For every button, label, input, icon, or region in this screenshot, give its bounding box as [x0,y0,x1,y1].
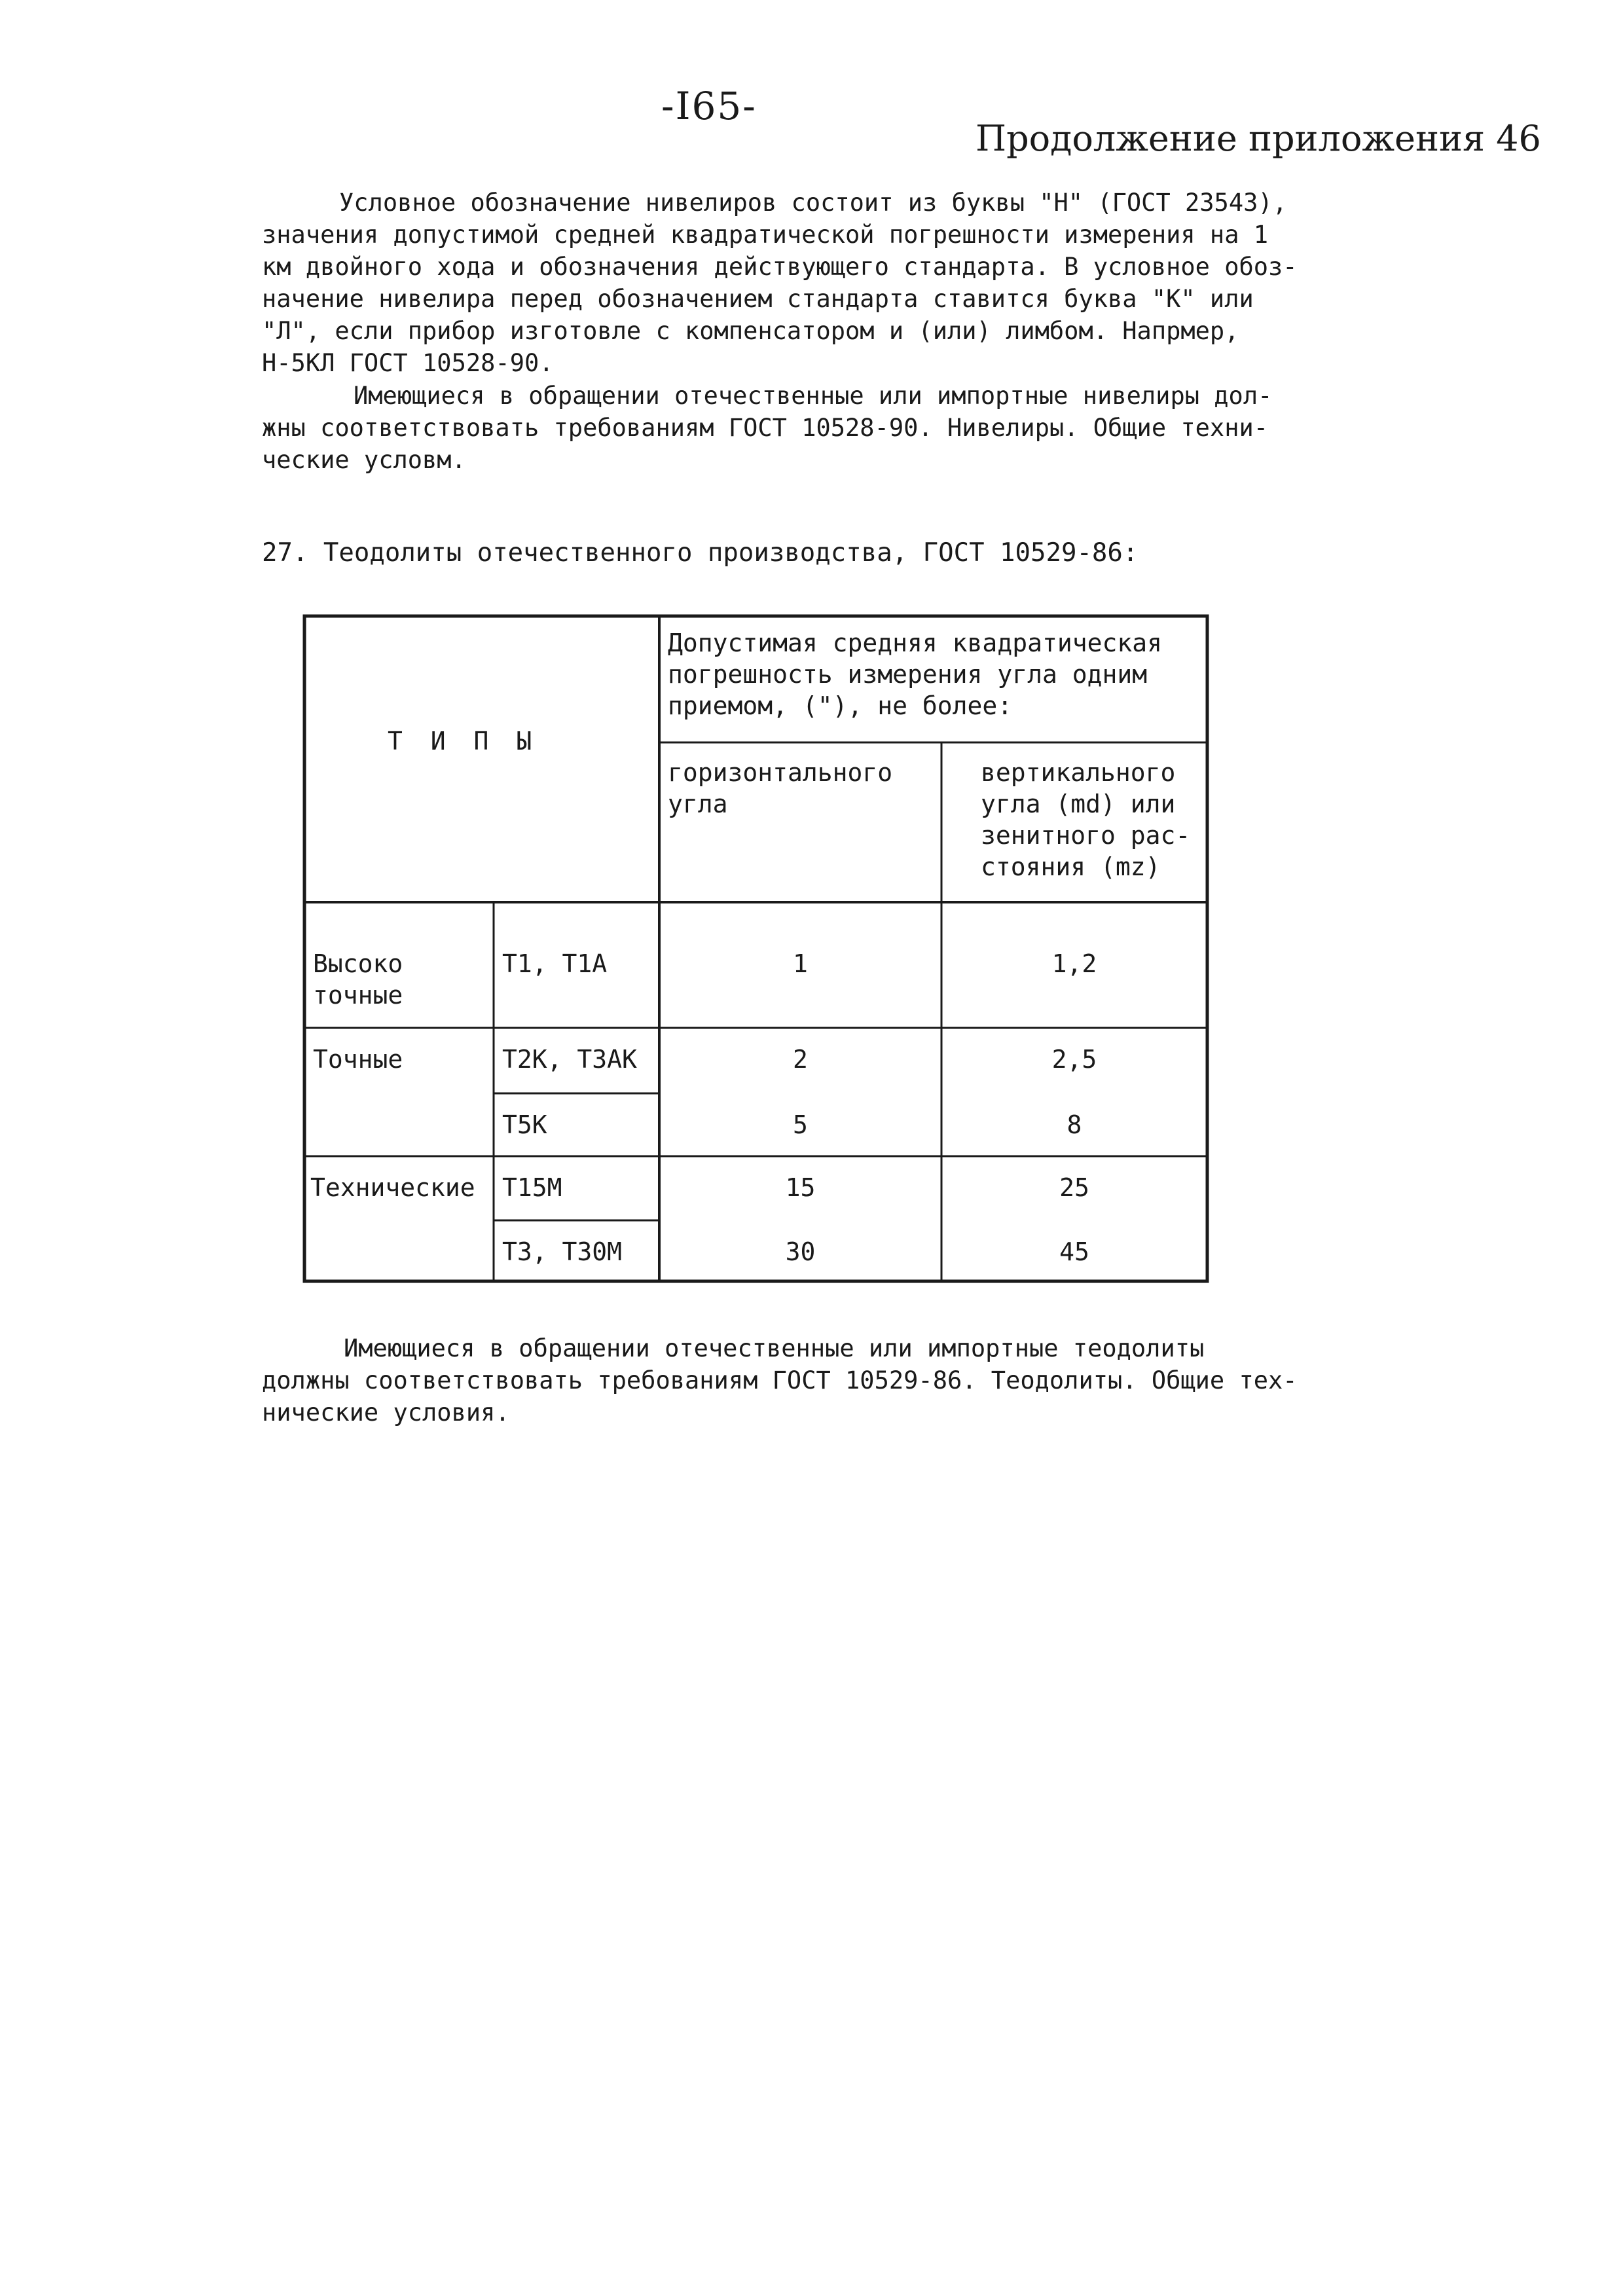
type-cell: Т2К, Т3АК [502,1045,637,1074]
text-line: Имеющиеся в обращении отечественные или импортные теодолиты [344,1334,1205,1362]
main-header [668,627,1162,721]
header-line: стояния (mz) [981,852,1161,881]
type-cell: Т15М [502,1173,562,1202]
header-line: погрешность измерения угла одним [668,660,1148,689]
category-line: Точные [313,1045,403,1074]
type-cell: Т3, Т30М [502,1237,623,1266]
vertical-value: 8 [1067,1110,1082,1139]
category-high-precision [313,948,403,1011]
types-header: Т И П Ы [388,727,539,756]
header-line: угла (md) или [981,790,1176,818]
vertical-value: 1,2 [1051,949,1097,978]
category-technical [310,1172,475,1203]
header-line: вертикального [981,758,1176,787]
vertical-value: 2,5 [1051,1045,1097,1074]
text-line: Имеющиеся в обращении отечественные или импортные нивелиры дол- [354,382,1273,410]
type-cell: Т1, Т1А [502,949,608,978]
vertical-value: 45 [1059,1237,1089,1266]
category-line: Высоко [313,949,403,978]
section-title: 27. Теодолиты отечественного производства, ГОСТ 10529-86: [262,538,1139,568]
horizontal-value: 2 [793,1045,808,1074]
text-line: значения допустимой средней квадратической погрешности измерения на 1 [262,221,1269,249]
text-line: начение нивелира перед обозначением стандарта ставится буква "К" или [262,285,1254,313]
horizontal-value: 5 [793,1110,808,1139]
intro-paragraph-2 [262,380,1349,476]
category-line: Технические [310,1173,475,1202]
vertical-value: 25 [1059,1173,1089,1202]
header-line: Допустимая средняя квадратическая [668,629,1162,657]
type-cell: Т5К [502,1110,547,1139]
text-line: должны соответствовать требованиям ГОСТ 10529-86. Теодолиты. Общие тех- [262,1366,1298,1394]
header-line: угла [668,790,728,818]
closing-paragraph [262,1332,1349,1429]
header-line: приемом, ("), не более: [668,691,1013,720]
page-number: -I65- [661,84,757,128]
header-line: горизонтального [668,758,893,787]
horizontal-value: 1 [793,949,808,978]
header-line: зенитного рас- [981,821,1191,850]
text-line: км двойного хода и обозначения действующего стандарта. В условное обоз- [262,253,1298,281]
vertical-angle-header [981,757,1190,883]
text-line: жны соответствовать требованиям ГОСТ 10528-90. Нивелиры. Общие техни- [262,414,1269,442]
continuation-header: Продолжение приложения 46 [976,118,1541,159]
theodolite-table [302,614,1209,1283]
text-line: Условное обозначение нивелиров состоит из буквы "Н" (ГОСТ 23543), [339,189,1287,217]
horizontal-value: 30 [785,1237,816,1266]
text-line: ческие условм. [262,446,466,474]
horizontal-angle-header [668,757,892,820]
category-precise [313,1044,403,1075]
horizontal-value: 15 [785,1173,816,1202]
text-line: Н-5КЛ ГОСТ 10528-90. [262,349,554,377]
category-line: точные [313,981,403,1010]
text-line: "Л", если прибор изготовле с компенсатором и (или) лимбом. Напрмер, [262,317,1239,345]
intro-paragraph-1 [262,187,1349,379]
text-line: нические условия. [262,1398,510,1427]
